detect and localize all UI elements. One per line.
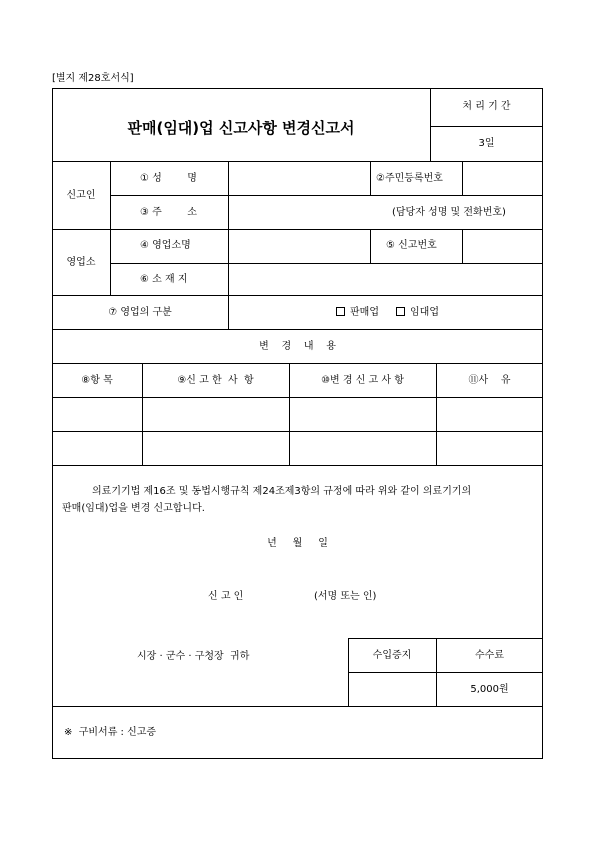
location-field[interactable]: [229, 264, 542, 294]
processing-period-value: 3일: [478, 138, 495, 149]
business-name-field[interactable]: [229, 230, 369, 262]
processing-period-label: 처 리 기 간: [462, 101, 511, 112]
change-row-2-item[interactable]: [53, 432, 142, 465]
column-reason: ⑪사 유: [468, 375, 511, 386]
change-row-2-reported[interactable]: [143, 432, 289, 465]
address-label: ③ 주 소: [140, 207, 197, 218]
change-row-1-item[interactable]: [53, 398, 142, 431]
attachment-note: ※ 구비서류 : 신고증: [64, 727, 157, 738]
report-number-field[interactable]: [463, 230, 542, 262]
checkbox-sale[interactable]: [336, 307, 345, 316]
stamp-field[interactable]: [349, 673, 436, 706]
business-section-label: 영업소: [66, 257, 96, 268]
stamp-label: 수입증지: [372, 650, 412, 661]
location-label: ⑥ 소 재 지: [140, 274, 188, 285]
change-row-1-reason[interactable]: [437, 398, 542, 431]
checkbox-rental[interactable]: [396, 307, 405, 316]
business-name-label: ④ 영업소명: [140, 240, 191, 251]
addressee: 시장 · 군수 · 구청장 귀하: [137, 651, 250, 662]
name-field[interactable]: [229, 162, 369, 194]
changes-heading: 변 경 내 용: [259, 341, 336, 352]
column-changed: ⑩변 경 신 고 사 항: [321, 375, 404, 386]
option-sale-label: 판매업: [350, 307, 379, 318]
signature-note: (서명 또는 인): [314, 591, 377, 602]
address-note: (담당자 성명 및 전화번호): [392, 207, 506, 218]
resident-id-field[interactable]: [463, 162, 542, 194]
fee-value: 5,000원: [470, 684, 509, 695]
column-reported: ⑨신 고 한 사 항: [177, 375, 254, 386]
resident-id-label: ②주민등록번호: [376, 173, 443, 184]
declaration-line-1: 의료기기법 제16조 및 동법시행규칙 제24조제3항의 규정에 따라 위와 같이 의료기기의: [92, 486, 472, 497]
name-label: ① 성 명: [140, 173, 197, 184]
declaration-date: 년 월 일: [267, 538, 328, 549]
change-row-1-reported[interactable]: [143, 398, 289, 431]
declaration-line-2: 판매(임대)업을 변경 신고합니다.: [62, 503, 205, 514]
business-type-label: ⑦ 영업의 구분: [108, 307, 172, 318]
signer-label: 신 고 인: [208, 591, 244, 602]
option-sale[interactable]: [336, 307, 379, 319]
option-rental-label: 임대업: [410, 307, 439, 318]
reporter-section-label: 신고인: [66, 190, 96, 201]
option-rental[interactable]: [396, 307, 439, 319]
report-number-label: ⑤ 신고번호: [386, 240, 437, 251]
column-item: ⑧항 목: [81, 375, 113, 386]
change-row-2-reason[interactable]: [437, 432, 542, 465]
fee-label: 수수료: [475, 650, 504, 661]
form-title: 판매(임대)업 신고사항 변경신고서: [127, 119, 355, 137]
form-number: [별지 제28호서식]: [52, 73, 134, 84]
change-row-2-changed[interactable]: [290, 432, 436, 465]
change-row-1-changed[interactable]: [290, 398, 436, 431]
